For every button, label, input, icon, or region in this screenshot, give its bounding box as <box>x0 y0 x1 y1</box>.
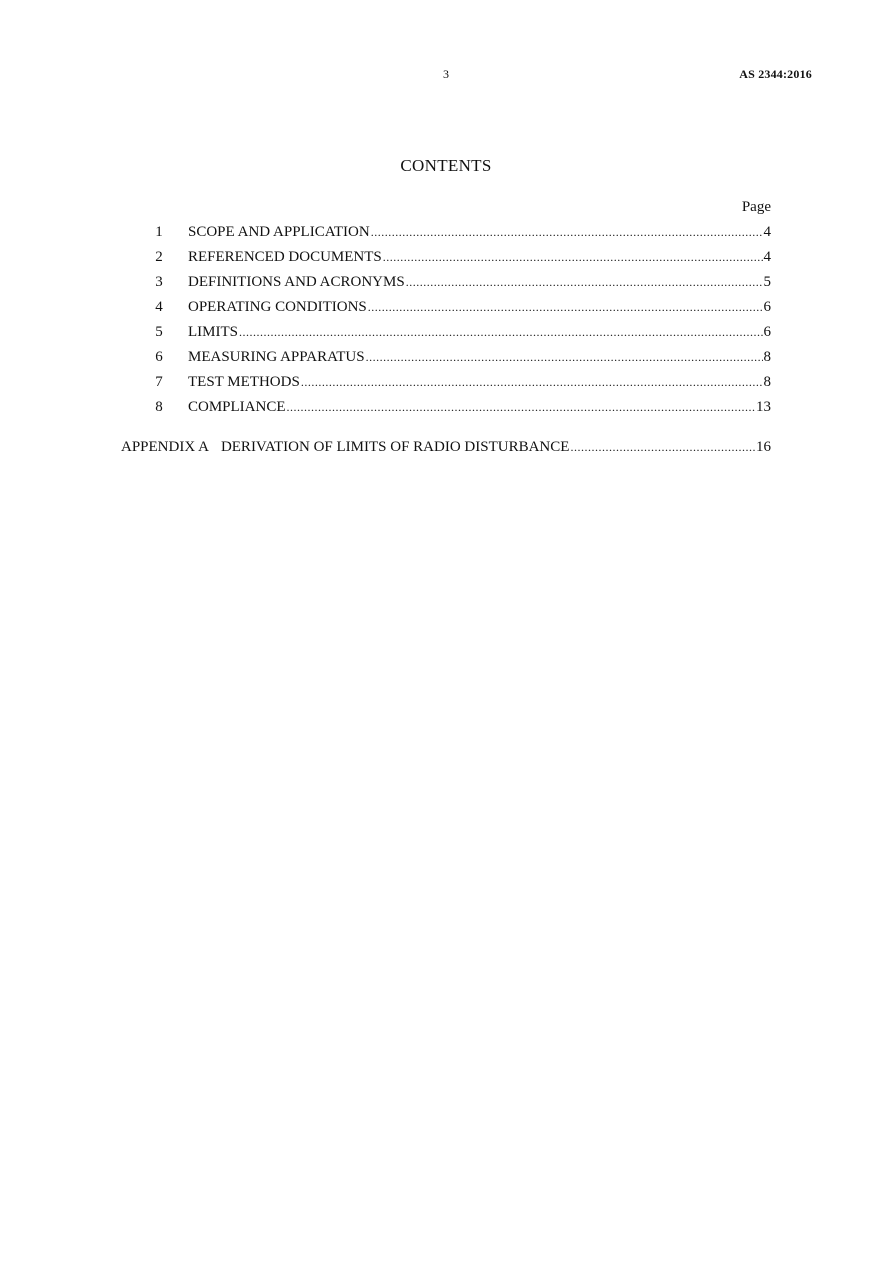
toc-entry-title[interactable]: REFERENCED DOCUMENTS <box>188 249 382 265</box>
toc-entry-page[interactable]: 13 <box>756 399 771 415</box>
dot-leader <box>406 272 763 293</box>
page-number: 3 <box>443 67 449 81</box>
toc-entry-line <box>188 247 771 268</box>
toc-entry-number: 8 <box>155 399 163 415</box>
appendix-label: APPENDIX A <box>121 439 209 455</box>
toc-entry-number: 2 <box>155 249 163 265</box>
toc-entry-title[interactable]: LIMITS <box>188 324 238 340</box>
toc-entry-page[interactable]: 8 <box>763 374 771 390</box>
toc-entry-number: 6 <box>155 349 163 365</box>
dot-leader <box>371 222 763 243</box>
toc-entry-title[interactable]: DEFINITIONS AND ACRONYMS <box>188 274 405 290</box>
toc-appendix-a[interactable] <box>121 437 771 458</box>
table-of-contents <box>0 222 892 422</box>
dot-leader <box>287 397 755 418</box>
toc-entry-4[interactable] <box>0 297 892 322</box>
toc-entry-title[interactable]: TEST METHODS <box>188 374 300 390</box>
toc-entry-7[interactable] <box>0 372 892 397</box>
toc-entry-number: 4 <box>155 299 163 315</box>
toc-entry-line <box>188 222 771 243</box>
contents-title: CONTENTS <box>400 156 492 175</box>
dot-leader <box>368 297 763 318</box>
toc-entry-line <box>188 297 771 318</box>
toc-entry-number: 5 <box>155 324 163 340</box>
toc-entry-line <box>188 372 771 393</box>
toc-entry-5[interactable] <box>0 322 892 347</box>
toc-entry-page[interactable]: 6 <box>763 324 771 340</box>
appendix-page[interactable]: 16 <box>756 439 771 455</box>
toc-entry-number: 7 <box>155 374 163 390</box>
toc-entry-page[interactable]: 4 <box>763 224 771 240</box>
dot-leader <box>239 322 763 343</box>
dot-leader <box>366 347 763 368</box>
toc-entry-title[interactable]: SCOPE AND APPLICATION <box>188 224 370 240</box>
toc-entry-page[interactable]: 6 <box>763 299 771 315</box>
toc-entry-line <box>188 272 771 293</box>
appendix-title[interactable]: DERIVATION OF LIMITS OF RADIO DISTURBANCE <box>220 439 570 455</box>
toc-entry-page[interactable]: 5 <box>763 274 771 290</box>
toc-entry-title[interactable]: MEASURING APPARATUS <box>188 349 365 365</box>
toc-entry-number: 1 <box>155 224 163 240</box>
toc-entry-6[interactable] <box>0 347 892 372</box>
document-id: AS 2344:2016 <box>739 67 812 81</box>
toc-entry-title[interactable]: COMPLIANCE <box>188 399 286 415</box>
toc-entry-line <box>188 322 771 343</box>
toc-entry-1[interactable] <box>0 222 892 247</box>
toc-entry-line <box>188 397 771 418</box>
dot-leader <box>570 437 755 458</box>
dot-leader <box>383 247 763 268</box>
toc-entry-number: 3 <box>155 274 163 290</box>
toc-entry-2[interactable] <box>0 247 892 272</box>
toc-entry-3[interactable] <box>0 272 892 297</box>
toc-entry-page[interactable]: 4 <box>763 249 771 265</box>
dot-leader <box>301 372 763 393</box>
toc-entry-8[interactable] <box>0 397 892 422</box>
toc-entry-line <box>188 347 771 368</box>
toc-entry-title[interactable]: OPERATING CONDITIONS <box>188 299 367 315</box>
page-column-heading: Page <box>741 199 771 215</box>
toc-entry-page[interactable]: 8 <box>763 349 771 365</box>
